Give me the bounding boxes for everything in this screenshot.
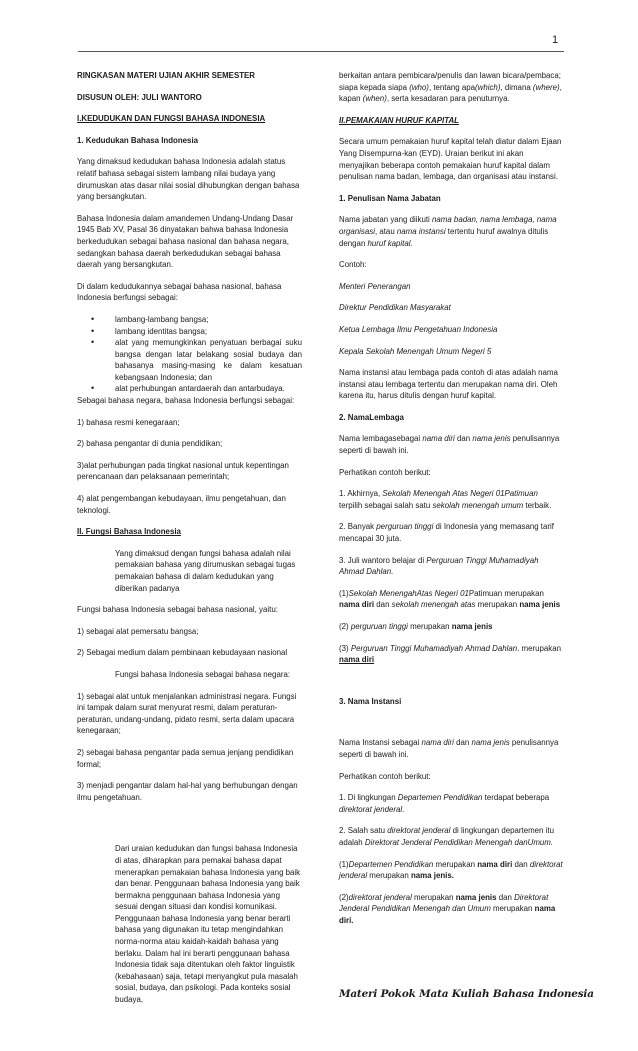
example-label: Perhatikan contoh berikut: (339, 467, 431, 477)
numbered-item: 2) bahasa pengantar di dunia pendidikan; (77, 439, 223, 449)
explanation-item: (1)Departemen Pendidikan merupakan nama diri dan direktorat jenderal merupakan nama jenis. (339, 859, 563, 881)
section-heading-1: I.KEDUDUKAN DAN FUNGSI BAHASA INDONESIA (77, 114, 266, 124)
example-item: Kepala Sekolah Menengah Umum Negeri 5 (339, 346, 492, 356)
bullet-icon: • (91, 337, 95, 348)
numbered-item: 1) sebagai alat untuk menjalankan administrasi negara. Fungsi ini tampak dalam surat menyurat resmi, dalam peraturan-peraturan, undang-undang, pidato resmi, serta dalam upacara kenegaraan; (77, 691, 297, 736)
example-item: 3. Juli wantoro belajar di Perguruan Tinggi Muhamadiyah Ahmad Dahlan. (339, 555, 539, 577)
footer-title: Materi Pokok Mata Kuliah Bahasa Indonesia (339, 988, 594, 1000)
paragraph: Di dalam kedudukannya sebagai bahasa nasional, bahasa Indonesia berfungsi sebagai: (77, 281, 282, 303)
explanation-item: (2)direktorat jenderal merupakan nama jenis dan Direktorat Jenderal Pendidikan Menengah dan Umum merupakan nama diri. (339, 892, 556, 925)
example-item: Ketua Lembaga Ilmu Pengetahuan Indonesia (339, 324, 498, 334)
numbered-item: 4) alat pengembangan kebudayaan, ilmu pengetahuan, dan teknologi. (77, 494, 286, 515)
left-column (77, 70, 302, 1016)
author-line: DISUSUN OLEH: JULI WANTORO (77, 92, 202, 102)
list-item-text: lambang identitas bangsa; (115, 326, 208, 336)
numbered-item: 2) sebagai bahasa pengantar pada semua jenjang pendidikan formal; (77, 747, 294, 769)
paragraph: Nama instansi atau lembaga pada contoh di atas adalah nama instansi atau lembaga tertentu dan merupakan nama diri. Oleh karena itu, harus ditulis dengan huruf kapital. (339, 368, 558, 401)
header-rule (78, 51, 564, 52)
example-item: 1. Akhirnya, Sekolah Menengah Atas Negeri 01Patimuan terpilih sebagai salah satu sekolah menengah umum terbaik. (339, 489, 552, 510)
section-heading-3: II.PEMAKAIAN HURUF KAPITAL (339, 115, 459, 125)
example-item: Menteri Penerangan (339, 281, 411, 291)
numbered-item: 1) bahasa resmi kenegaraan; (77, 417, 180, 427)
subheading-jabatan: 1. Penulisan Nama Jabatan (339, 193, 441, 203)
explanation-item: (2) perguruan tinggi merupakan nama jenis (339, 622, 493, 631)
paragraph: berkaitan antara pembicara/penulis dan lawan bicara/pembaca; siapa kepada siapa (who), tentang apa(which), dimana (where), kapan (when), serta kesadaran para penuturnya. (339, 71, 562, 104)
example-item: 2. Salah satu direktorat jenderal di lingkungan departemen itu adalah Direktorat Jenderal Pendidikan Menengah danUmum. (339, 826, 554, 847)
explanation-item: (3) Perguruan Tinggi Muhamadiyah Ahmad Dahlan. merupakan nama diri (339, 643, 562, 665)
list-item (77, 337, 302, 383)
list-item (77, 383, 302, 395)
document-title: RINGKASAN MATERI UJIAN AKHIR SEMESTER (77, 71, 255, 80)
paragraph: Yang dimaksud kedudukan bahasa Indonesia adalah status relatif bahasa sebagai sistem lambang nilai budaya yang dirumuskan atas dasar nilai sosial dihubungkan dengan bahasa yang bersangkutan. (77, 157, 300, 202)
paragraph: Nama lembagasebagai nama diri dan nama jenis penulisannya seperti di bawah ini. (339, 434, 560, 456)
paragraph: Fungsi bahasa Indonesia sebagai bahasa negara: (115, 669, 291, 679)
explanation-item: (1)Sekolah MenengahAtas Negeri 01Patimuan merupakan nama diri dan sekolah menengah atas merupakan nama jenis (339, 588, 561, 610)
bullet-icon: • (91, 383, 95, 394)
example-item: 1. Di lingkungan Departemen Pendidikan terdapat beberapa direktorat jenderal. (339, 793, 550, 814)
list-item (77, 314, 302, 326)
paragraph: Fungsi bahasa Indonesia sebagai bahasa nasional, yaitu: (77, 605, 278, 615)
numbered-item: 3)alat perhubungan pada tingkat nasional untuk kepentingan perencanaan dan pelaksanaan pemerintah; (77, 460, 289, 482)
list-item (77, 326, 302, 338)
subheading-instansi: 3. Nama Instansi (339, 696, 402, 706)
paragraph: Bahasa Indonesia dalam amandemen Undang-Undang Dasar 1945 Bab XV, Pasal 36 dinyatakan bahwa bahasa Indonesia berkedudukan sebagai bahasa nasional dan bahasa negara, sedangkan bahasa daerah berkedudukan sebagai bahasa daerah yang bersangkutan. (77, 213, 294, 270)
page-number: 1 (552, 34, 559, 46)
numbered-item: 3) menjadi pengantar dalam hal-hal yang berhubungan dengan ilmu pengetahuan. (77, 781, 298, 802)
bullet-icon: • (91, 313, 95, 324)
example-item: Direktur Pendidikan Masyarakat (339, 303, 451, 313)
paragraph: Yang dimaksud dengan fungsi bahasa adalah nilai pemakaian bahasa yang dirumuskan sebagai tugas pemakaian bahasa di dalam kedudukan yang diberikan padanya (115, 548, 296, 593)
bullet-icon: • (91, 325, 95, 336)
list-item-text: alat perhubungan antardaerah dan antarbudaya. (115, 384, 285, 394)
bullet-list (77, 314, 302, 395)
right-column (339, 70, 563, 937)
paragraph: Secara umum pemakaian huruf kapital telah diatur dalam Ejaan Yang Disempurna-kan (EYD). Uraian berikut ini akan menyajikan beberapa contoh pemakaian huruf kapital dalam penulisan nama badan, lembaga, dan organisasi atau instansi. (339, 137, 562, 182)
paragraph: Dari uraian kedudukan dan fungsi bahasa Indonesia di atas, diharapkan para pemakai bahasa dapat menerapkan pemakaian bahasa Indonesia yang baik dan benar. Penggunaan bahasa Indonesia yang baik bermakna penggunaan bahasa Indonesia yang sesuai dengan situasi dan kondisi komunikasi. Penggunaan bahasa Indonesia yang benar berarti bahasa yang digunakan itu tetap mengindahkan norma-norma atau kaidah-kaidah bahasa yang berlaku. Dalam hal ini berarti penggunaan bahasa Indonesia tidak saja ditentukan oleh faktor linguistik (kebahasaan) saja, tetapi menyangkut pula masalah sosial, budaya, dan psikologi. Pada konteks sosial budaya, (115, 844, 301, 1005)
paragraph: Nama Instansi sebagai nama diri dan nama jenis penulisannya seperti di bawah ini. (339, 738, 559, 759)
numbered-item: 2) Sebagai medium dalam pembinaan kebudayaan nasional (77, 648, 288, 658)
list-item-text: lambang-lambang bangsa; (115, 314, 209, 324)
subheading-kedudukan: 1. Kedudukan Bahasa Indonesia (77, 135, 199, 145)
paragraph: Sebagai bahasa negara, bahasa Indonesia berfungsi sebagai: (77, 396, 295, 406)
example-label: Perhatikan contoh berikut: (339, 771, 431, 781)
example-item: 2. Banyak perguruan tinggi di Indonesia yang memasang tarif mencapai 30 juta. (339, 522, 554, 544)
numbered-item: 1) sebagai alat pemersatu bangsa; (77, 626, 199, 636)
list-item-text: alat yang memungkinkan penyatuan berbagai suku bangsa dengan latar belakang sosial budaya dan bahasanya masing-masing ke dalam kesatuan kebangsaan Indonesia; dan (115, 338, 302, 382)
example-label: Contoh: (339, 260, 367, 270)
section-heading-2: II. Fungsi Bahasa Indonesia (77, 527, 181, 537)
subheading-lembaga: 2. NamaLembaga (339, 412, 404, 422)
paragraph: Nama jabatan yang diikuti nama badan, nama lembaga, nama organisasi, atau nama instansi tertentu huruf awalnya ditulis dengan huruf kapital. (339, 215, 557, 248)
